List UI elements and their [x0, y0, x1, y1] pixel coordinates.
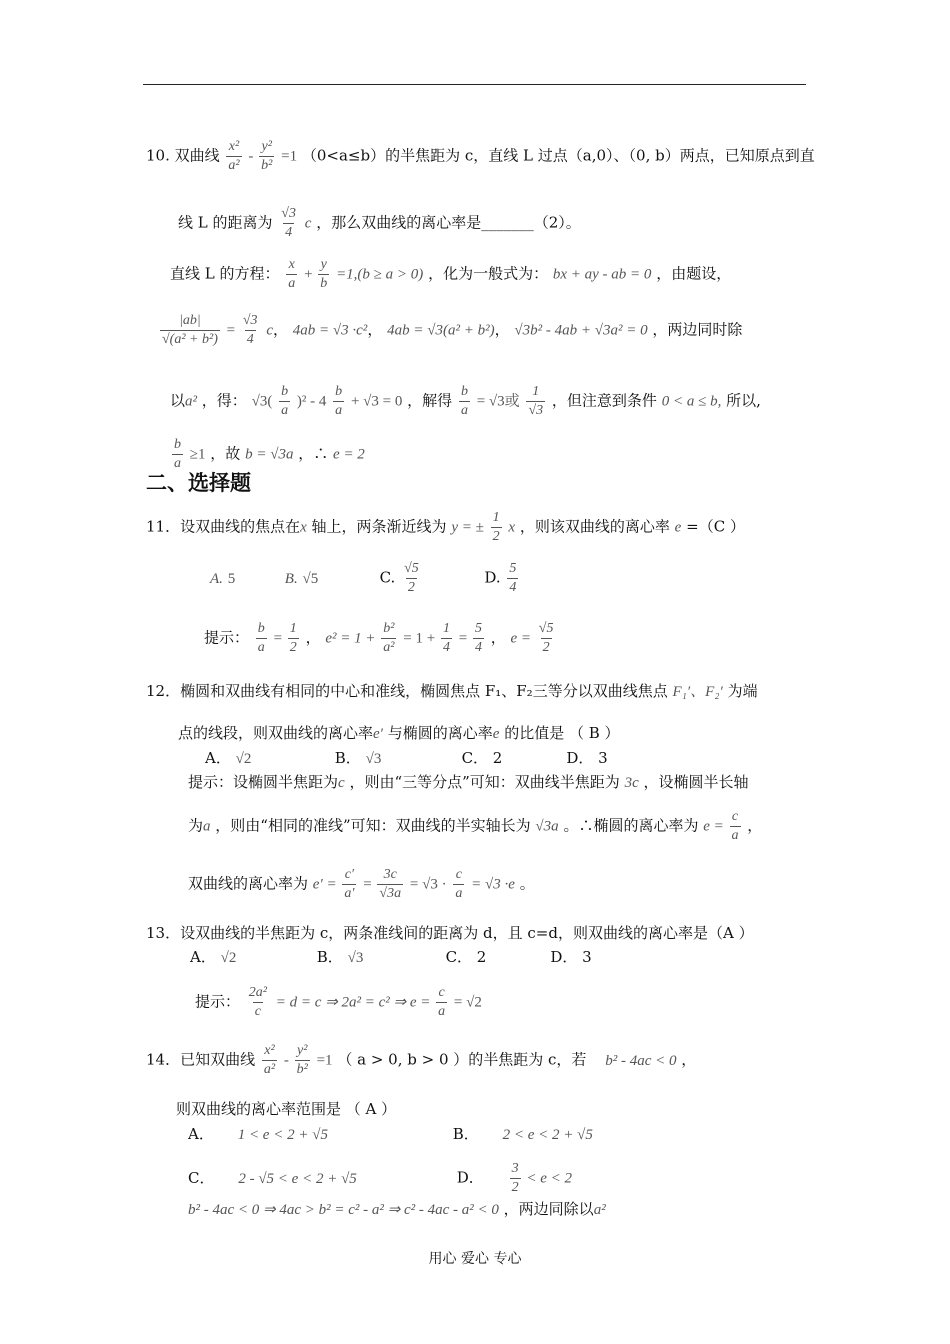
q11-option-d: D. $\frac{5}{4}$ — [484, 561, 517, 595]
q13-option-d: D． 3 — [550, 948, 592, 966]
q12-option-c: C． 2 — [461, 749, 503, 767]
q12-option-d: D． 3 — [566, 749, 608, 767]
q12-hint-line2: 为a ，则由“相同的准线”可知：双曲线的半实轴长为 √3a 。∴椭圆的离心率为 e = $\frac{c}{a}$ ， — [188, 809, 763, 843]
q14-options-row1 — [188, 1123, 593, 1146]
q13-stem: 13．设双曲线的半焦距为 c，两条准线间的距离为 d，且 c=d，则双曲线的离心率是（A ） — [146, 924, 754, 942]
q10-line5: 以a² ，得： √3( $\frac{b}{a}$ )² - 4 $\frac{b}{a}$ + √3 = 0 ，解得 $\frac{b}{a}$ = √3或 $\frac{1}{√3}$ ，但注意到条件 0 < a ≤ b, 所以, — [170, 384, 761, 418]
q12-stem-line1: 12．椭圆和双曲线有相同的中心和准线，椭圆焦点 F₁、F₂三等分以双曲线焦点 F₁′、F₂′ 为端 — [146, 682, 758, 700]
fraction: $\frac{\text{y²}}{\text{b²}}$ — [261, 139, 273, 173]
page-footer: 用心 爱心 专心 — [428, 1251, 522, 1267]
q11-hint: 提示： $\frac{b}{a}$ = $\frac{1}{2}$ ， e² = 1 + $\frac{\text{b²}}{\text{a²}}$ = 1 + $\frac{1}{4}$ = $\frac{5}{4}$ ， e = $\frac{√5}{2}$ — [204, 621, 554, 655]
q10-stem-text: （0<a≤b）的半焦距为 c，直线 L 过点（a,0）、（0, b）两点，已知原点到直 — [301, 146, 815, 165]
q14-stem-line2: 则双曲线的离心率范围是 （ A ） — [176, 1100, 397, 1118]
fraction: $\frac{b}{a}$ — [335, 384, 343, 418]
q12-options — [205, 747, 608, 770]
fraction: $\frac{√3}{4}$ — [242, 313, 258, 347]
q10-line2: 线 L 的距离为 $\frac{√3}{4}$ c ，那么双曲线的离心率是_______（2）。 — [178, 206, 581, 240]
fraction: $\frac{b}{a}$ — [174, 437, 181, 471]
fraction: $\frac{1}{2}$ — [492, 510, 500, 544]
fraction: $\frac{\text{x²}}{\text{a²}}$ — [228, 139, 240, 173]
q12-option-a: A． √2 — [205, 749, 252, 767]
fraction: $\frac{b}{a}$ — [460, 384, 468, 418]
q14-option-b: B． 2 < e < 2 + √5 — [452, 1125, 593, 1143]
q14-solution: b² - 4ac < 0 ⇒ 4ac > b² = c² - a² ⇒ c² - 4ac - a² < 0 ，两边同除以a² — [188, 1200, 606, 1218]
fraction: $\frac{1}{√3}$ — [528, 384, 544, 418]
q12-stem-line2: 点的线段，则双曲线的离心率e′ 与椭圆的离心率e 的比值是 （ B ） — [178, 724, 620, 742]
fraction: $\frac{y}{b}$ — [320, 257, 328, 291]
fraction: $\frac{b}{a}$ — [281, 384, 289, 418]
q12-hint-line3: 双曲线的离心率为 e′ = $\frac{c'}{a'}$ = $\frac{3c}{√3a}$ = √3 · $\frac{c}{a}$ = √3 ·e 。 — [188, 867, 535, 901]
section-heading: 二、选择题 — [146, 471, 251, 495]
q13-option-b: B． √3 — [316, 948, 364, 966]
q14-options-row2 — [188, 1160, 572, 1197]
q10-line3: 直线 L 的方程： $\frac{x}{a}$ + $\frac{y}{b}$ =1,(b ≥ a > 0) ，化为一般式为： bx + ay - ab = 0 ，由题设， — [170, 257, 732, 291]
q10-stem-text: 10. 双曲线 — [146, 146, 220, 165]
fraction: $\frac{|ab|}{\text{√(a² + b²)}}$ — [162, 313, 218, 347]
q11-stem: 11．设双曲线的焦点在x 轴上，两条渐近线为 y = ± $\frac{1}{2}$ x ，则该双曲线的离心率 e =（C ） — [146, 510, 745, 544]
q12-hint-line1: 提示：设椭圆半焦距为c ，则由“三等分点”可知：双曲线半焦距为 3c ，设椭圆半长轴 — [188, 773, 749, 791]
q10-line4: $\frac{|ab|}{\text{√(a² + b²)}}$ = $\frac{√3}{4}$ c， 4ab = √3 ·c²， 4ab = √3(a² + b²)， √3b² - 4ab + √3a² = 0 ，两边同时除 — [162, 313, 743, 347]
fraction: $\frac{x}{a}$ — [288, 257, 296, 291]
q13-hint: 提示： $\frac{\text{2a²}}{c}$ = d = c ⇒ 2a² = c² ⇒ e = $\frac{c}{a}$ = √2 — [195, 985, 482, 1019]
fraction: $\frac{√3}{4}$ — [281, 206, 296, 240]
q13-option-c: C． 2 — [445, 948, 487, 966]
q13-option-a: A． √2 — [190, 948, 237, 966]
q12-option-b: B． √3 — [334, 749, 382, 767]
q11-option-c: C. $\frac{√5}{2}$ — [379, 561, 419, 595]
q11-option-b: B. √5 — [284, 570, 319, 587]
q13-options — [190, 946, 592, 969]
q14-option-d: D． $\frac{3}{2}$ < e < 2 — [456, 1161, 573, 1195]
q14-option-a: A． 1 < e < 2 + √5 — [188, 1125, 328, 1143]
header-rule — [143, 84, 806, 85]
q10-line1: 10. 双曲线 $\frac{\text{x²}}{\text{a²}}$ - $\frac{\text{y²}}{\text{b²}}$ =1 （0<a≤b）的半焦距为 c，直线 L 过点（a,0）、（0, b）两点，已知原点到直 — [146, 139, 815, 173]
q10-answer-blank: ，那么双曲线的离心率是_______（2）。 — [316, 213, 581, 232]
q10-line6: $\frac{b}{a}$ ≥1 ，故 b = √3a ，∴ e = 2 — [174, 437, 365, 471]
q11-option-a: A. 5 — [210, 570, 236, 587]
q11-options — [210, 560, 520, 597]
q14-option-c: C． 2 - √5 < e < 2 + √5 — [188, 1168, 357, 1187]
q14-stem-line1: 14．已知双曲线 $\frac{\text{x²}}{\text{a²}}$ - $\frac{\text{y²}}{\text{b²}}$ =1 （ a > 0, b > 0 ）的半焦距为 c，若 b² - 4ac < 0 ， — [146, 1043, 697, 1077]
